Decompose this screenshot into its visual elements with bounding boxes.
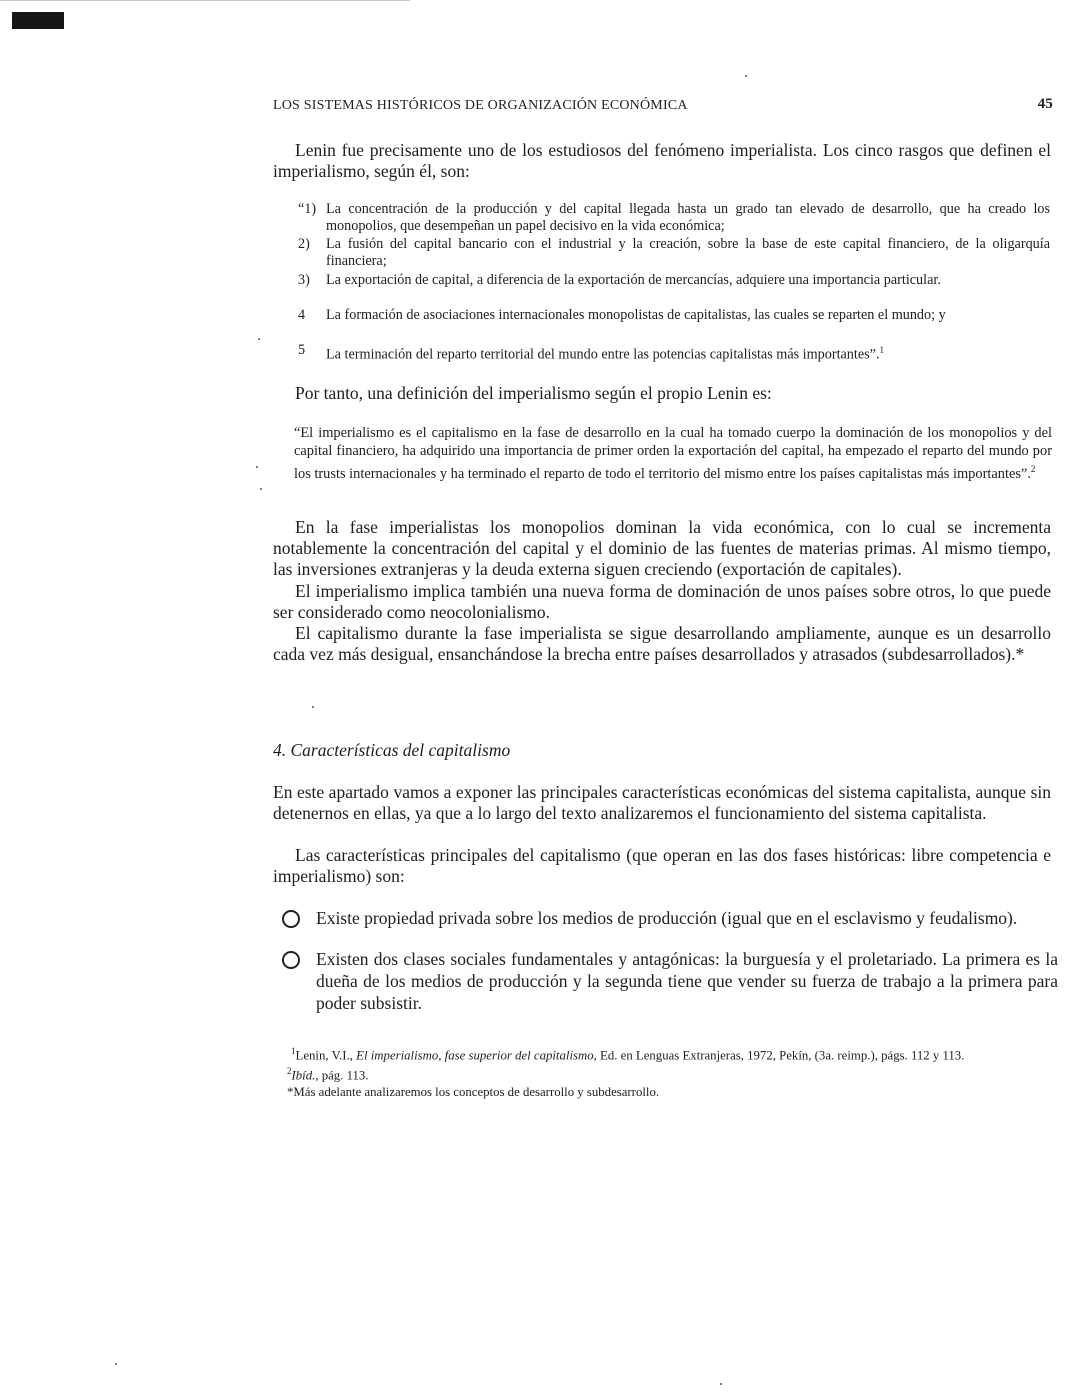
scan-speck: [312, 706, 314, 708]
scan-speck: [720, 1383, 722, 1385]
characteristic-text: Existe propiedad privada sobre los medios de producción (igual que en el esclavismo y feudalismo).: [316, 908, 1018, 928]
scan-speck: [260, 488, 262, 490]
characteristic-item-1: [282, 907, 1058, 929]
intro-paragraph: Lenin fue precisamente uno de los estudiosos del fenómeno imperialista. Los cinco rasgos que definen el imperialismo, según él, son:: [273, 140, 1051, 181]
feature-item-4: [298, 307, 1050, 324]
characteristic-item-2: [282, 948, 1058, 1014]
feature-number: 4: [298, 307, 306, 323]
footnote-1-mark: 1: [291, 1046, 296, 1056]
definition-quote: [294, 424, 1052, 483]
running-header: [273, 98, 1053, 114]
feature-number: 2): [298, 236, 310, 252]
feature-number: “1): [298, 201, 317, 217]
section-paragraph-1: En este apartado vamos a exponer las principales características económicas del sistema capitalista, aunque sin detenernos en ellas, ya que a lo largo del texto analizaremos el funcionamiento del sistema capitalista.: [273, 782, 1051, 823]
running-title: LOS SISTEMAS HISTÓRICOS DE ORGANIZACIÓN ECONÓMICA: [273, 98, 688, 113]
feature-text: La fusión del capital bancario con el industrial y la creación, sobre la base de este capital financiero, de la oligarquía financiera;: [326, 236, 1050, 269]
feature-number: 3): [298, 272, 310, 288]
footnote-1-title: El imperialismo, fase superior del capitalismo: [356, 1048, 594, 1063]
footnote-3: *Más adelante analizaremos los conceptos de desarrollo y subdesarrollo.: [287, 1084, 660, 1099]
scan-speck: [745, 75, 747, 77]
feature-number: 5: [298, 342, 306, 358]
section-paragraph-2: Las características principales del capitalismo (que operan en las dos fases históricas: libre competencia e imperialismo) son:: [273, 845, 1051, 886]
feature-item-3: [298, 272, 1050, 289]
footnote-1-author: Lenin, V.I.,: [295, 1048, 357, 1063]
feature-text: La exportación de capital, a diferencia de la exportación de mercancías, adquiere una importancia particular.: [326, 272, 941, 288]
section-title: 4. Características del capitalismo: [273, 740, 511, 760]
imperialist-paragraph-2: El imperialismo implica también una nueva forma de dominación de unos países sobre otros, lo que puede ser considerado como neocolonialismo.: [273, 581, 1051, 622]
feature-item-5: [298, 342, 1050, 364]
footnote-1-rest: , Ed. en Lenguas Extranjeras, 1972, Pekín, (3a. reimp.), págs. 112 y 113.: [593, 1048, 965, 1063]
definition-intro: Por tanto, una definición del imperialismo según el propio Lenin es:: [295, 383, 772, 403]
scan-redaction-mark: [12, 12, 64, 29]
feature-text: La terminación del reparto territorial del mundo entre las potencias capitalistas más importantes”.: [326, 346, 880, 363]
feature-item-2: [298, 236, 1050, 270]
definition-quote-text: “El imperialismo es el capitalismo en la fase de desarrollo en la cual ha tomado cuerpo la dominación de los monopolios y del capital financiero, ha adquirido una importancia de primer orden la exportación del capital, ha empezado el reparto del mundo por los trusts internacionales y ha terminado el reparto de todo el territorio del mismo entre los países capitalistas más importantes”.: [294, 425, 1052, 482]
footnote-2-rest: , pág. 113.: [315, 1068, 369, 1083]
footnote-1: [273, 1043, 1055, 1063]
scan-speck: [115, 1363, 117, 1365]
imperialist-paragraph-3: El capitalismo durante la fase imperialista se sigue desarrollando ampliamente, aunque es un desarrollo cada vez más desigual, ensanchándose la brecha entre países desarrollados y atrasados (subdesarrollados).*: [273, 623, 1051, 664]
footnote-2: [273, 1063, 1055, 1083]
circle-bullet-icon: [282, 951, 300, 969]
characteristic-text: Existen dos clases sociales fundamentales y antagónicas: la burguesía y el proletariado. La primera es la dueña de los medios de producción y la segunda tiene que vender su fuerza de trabajo a la primera para poder subsistir.: [316, 949, 1058, 1013]
scan-speck: [258, 338, 260, 340]
feature-text: La formación de asociaciones internacionales monopolistas de capitalistas, las cuales se reparten el mundo; y: [326, 307, 946, 323]
feature-item-1: [298, 201, 1050, 235]
feature-text: La concentración de la producción y del capital llegada hasta un grado tan elevado de desarrollo, que ha creado los monopolios, que desempeñan un papel decisivo en la vida económica;: [326, 201, 1050, 234]
footnote-2-ibid: Ibíd.: [291, 1068, 316, 1083]
scan-speck: [256, 466, 258, 468]
footnote-2-mark: 2: [287, 1066, 292, 1077]
imperialist-paragraph-1: En la fase imperialistas los monopolios dominan la vida económica, con lo cual se incrementa notablemente la concentración del capital y el dominio de las fuentes de materias primas. Al mismo tiempo, las inversiones extranjeras y la deuda externa siguen creciendo (exportación de capitales).: [273, 517, 1051, 579]
circle-bullet-icon: [282, 910, 300, 928]
footnote-ref-1: 1: [879, 345, 885, 355]
footnote-ref-2: 2: [1030, 464, 1036, 474]
page-number: 45: [1037, 96, 1053, 112]
scan-edge-line: [0, 0, 410, 1]
footnotes: [273, 1043, 1055, 1100]
